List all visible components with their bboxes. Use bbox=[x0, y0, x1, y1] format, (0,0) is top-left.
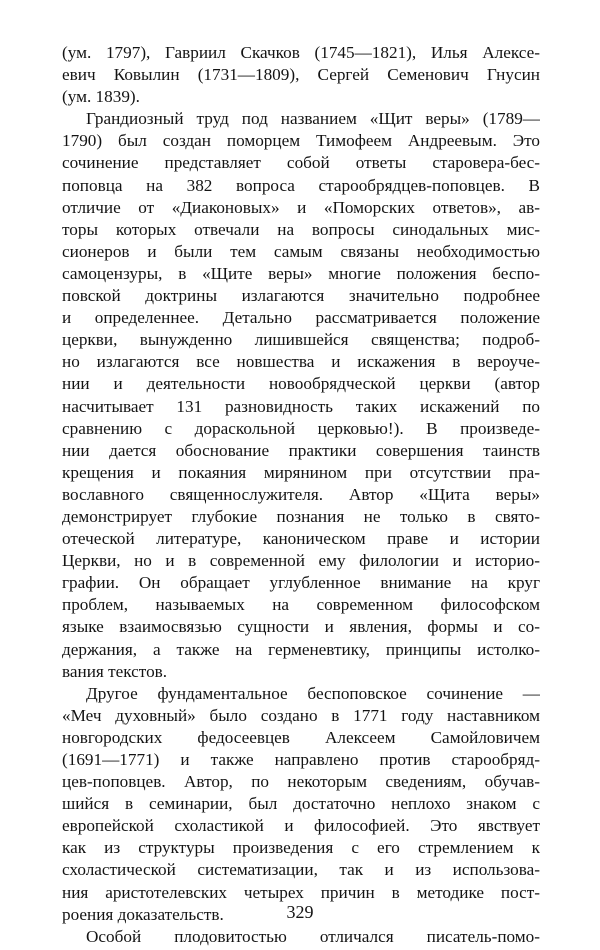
text-line: роения доказательств. bbox=[62, 904, 224, 924]
text-line: Грандиозный труд под названием «Щит веры» (1789— bbox=[86, 109, 540, 129]
text-line: шийся в семинарии, был достаточно неплохо знаком с bbox=[62, 794, 540, 814]
text-line: поповца на 382 вопроса старообрядцев-поповцев. В bbox=[62, 175, 540, 195]
text-line: графии. Он обращает углубленное внимание на круг bbox=[62, 573, 540, 593]
text-line: вославного священнослужителя. Автор «Щита веры» bbox=[62, 484, 540, 504]
text-line: «Меч духовный» было создано в 1771 году наставником bbox=[62, 705, 540, 725]
text-line: (ум. 1797), Гавриил Скачков (1745—1821), Илья Алексе- bbox=[62, 43, 540, 62]
text-line: но излагаются все новшества и искажения в вероуче- bbox=[62, 352, 540, 372]
text-line: сравнению с дораскольной церковью!). В произведе- bbox=[62, 418, 540, 438]
text-line: евич Ковылин (1731—1809), Сергей Семенович Гнусин bbox=[62, 65, 540, 85]
paragraph-1 bbox=[62, 42, 540, 108]
text-line: отеческой литературе, каноническом праве и истории bbox=[62, 529, 540, 549]
text-line: 1790) был создан поморцем Тимофеем Андреевым. Это bbox=[62, 131, 540, 151]
text-line: церкви, вынужденно лишившейся священства; подроб- bbox=[62, 330, 540, 350]
text-line: отличие от «Диаконовых» и «Поморских ответов», ав- bbox=[62, 197, 540, 217]
page-text bbox=[62, 42, 540, 948]
text-line: крещения и покаяния мирянином при отсутствии пра- bbox=[62, 462, 540, 482]
text-line: проблем, называемых на современном философском bbox=[62, 595, 540, 615]
paragraph-3 bbox=[62, 683, 540, 926]
text-line: европейской схоластикой и философией. Это явствует bbox=[62, 816, 540, 836]
text-line: насчитывает 131 разновидность таких искажений по bbox=[62, 396, 540, 416]
text-line: языке взаимосвязью сущности и явления, формы и со- bbox=[62, 617, 540, 637]
text-line: Другое фундаментальное беспоповское сочинение — bbox=[86, 683, 540, 703]
text-line: схоластической систематизации, так и из использова- bbox=[62, 860, 540, 880]
text-line: сионеров и были тем самым связаны необходимостью bbox=[62, 241, 540, 261]
text-line: цев-поповцев. Автор, по некоторым сведениям, обучав- bbox=[62, 772, 540, 792]
text-line: ния аристотелевских четырех причин в методике пост- bbox=[62, 882, 540, 902]
text-line: сочинение представляет собой ответы старовера-бес- bbox=[62, 153, 540, 173]
text-line: повской доктрины излагаются значительно подробнее bbox=[62, 286, 540, 306]
text-line: нии и деятельности новообрядческой церкви (автор bbox=[62, 374, 540, 394]
text-line: демонстрирует глубокие познания не только в свято- bbox=[62, 506, 540, 526]
text-line: Церкви, но и в современной ему филологии и историо- bbox=[62, 551, 540, 571]
text-line: торы которых отвечали на вопросы синодальных мис- bbox=[62, 219, 540, 239]
text-line: как из структуры произведения с его стремлением к bbox=[62, 838, 540, 858]
paragraph-4 bbox=[62, 926, 540, 948]
page-number: 329 bbox=[286, 902, 314, 922]
text-line: держания, а также на герменевтику, принципы истолко- bbox=[62, 639, 540, 659]
text-line: нии дается обоснование практики совершения таинств bbox=[62, 440, 540, 460]
text-line: самоцензуры, в «Щите веры» многие положения беспо- bbox=[62, 263, 540, 283]
text-line: вания текстов. bbox=[62, 661, 168, 681]
text-line: (1691—1771) и также направлено против старообряд- bbox=[62, 750, 540, 769]
text-line: новгородских федосеевцев Алексеем Самойловичем bbox=[62, 727, 540, 747]
text-line: Особой плодовитостью отличался писатель-помо- bbox=[86, 926, 540, 946]
text-line: и определеннее. Детально рассматривается положение bbox=[62, 308, 540, 328]
text-line: (ум. 1839). bbox=[62, 87, 140, 107]
paragraph-2 bbox=[62, 108, 540, 682]
